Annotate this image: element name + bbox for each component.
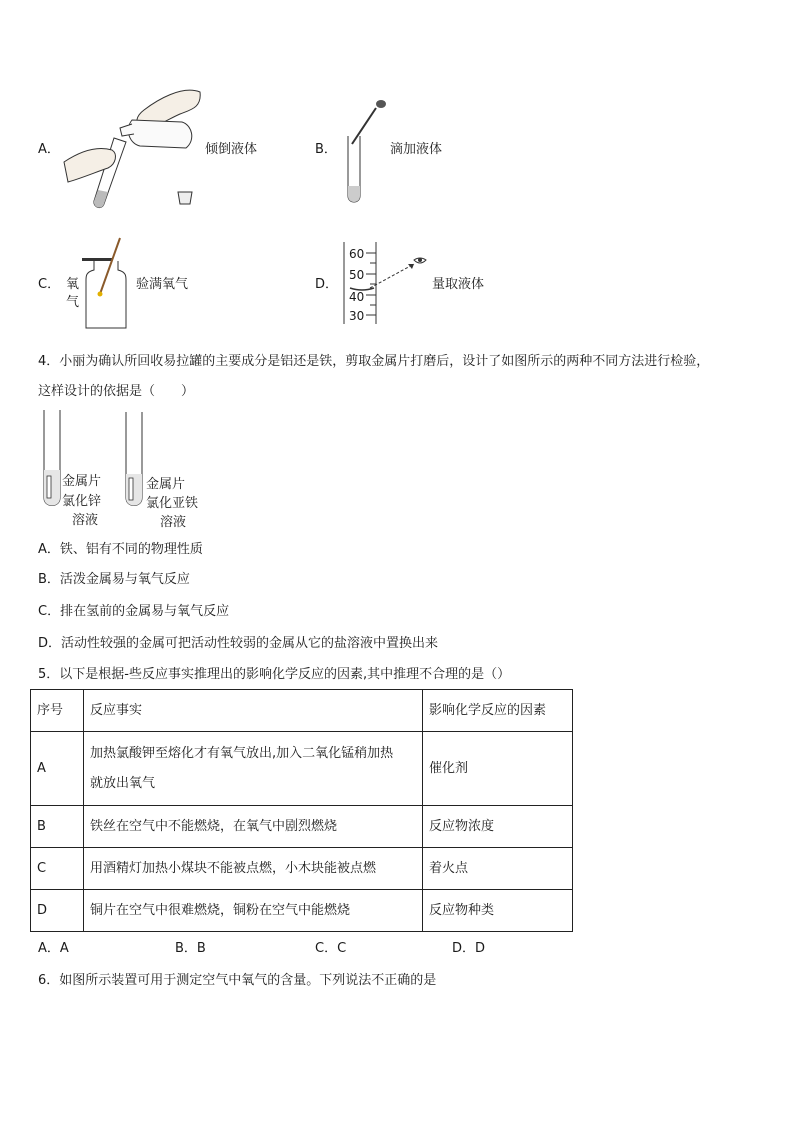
table-header: 反应事实 xyxy=(84,690,423,732)
answer-option: B．B xyxy=(175,941,206,956)
question-stem: 这样设计的依据是（ ） xyxy=(38,384,195,399)
tube-label: 氯化锌 xyxy=(62,494,102,509)
row-fact: 铁丝在空气中不能燃烧，在氧气中剧烈燃烧 xyxy=(84,806,423,848)
table-header: 影响化学反应的因素 xyxy=(423,690,573,732)
answer-option: C．排在氢前的金属易与氧气反应 xyxy=(38,604,230,619)
question-stem: 5．以下是根据-些反应事实推理出的影响化学反应的因素,其中推理不合理的是（） xyxy=(38,667,511,682)
option-letter: A． xyxy=(38,142,60,157)
table-header-row xyxy=(31,690,573,732)
tube-label: 金属片 xyxy=(146,477,186,492)
option-letter: D． xyxy=(315,277,339,292)
row-fact-line: 就放出氧气 xyxy=(90,775,156,791)
gas-collection-bottle-illustration xyxy=(82,236,132,332)
scale-tick-label: 60 xyxy=(349,247,365,261)
table-row xyxy=(31,732,573,806)
option-caption: 量取液体 xyxy=(432,277,485,292)
scale-tick-label: 50 xyxy=(349,268,365,282)
option-caption: 倾倒液体 xyxy=(205,142,258,157)
row-factor: 催化剂 xyxy=(423,732,573,806)
row-factor: 反应物浓度 xyxy=(423,806,573,848)
gas-label-char: 氧 xyxy=(66,277,80,292)
gas-label-char: 气 xyxy=(66,295,80,310)
question-stem: 6．如图所示装置可用于测定空气中氧气的含量。下列说法不正确的是 xyxy=(38,973,437,988)
row-id: D xyxy=(31,890,84,932)
tube-label: 氯化亚铁 xyxy=(146,496,199,511)
row-fact xyxy=(84,732,423,806)
option-caption: 验满氧气 xyxy=(136,277,189,292)
answer-option: B．活泼金属易与氧气反应 xyxy=(38,572,190,587)
reaction-facts-table xyxy=(30,689,573,932)
row-fact: 用酒精灯加热小煤块不能被点燃，小木块能被点燃 xyxy=(84,848,423,890)
tube-label: 溶液 xyxy=(72,513,99,528)
tube-label: 溶液 xyxy=(160,515,187,530)
scale-tick-label: 40 xyxy=(349,290,365,304)
row-fact: 铜片在空气中很难燃烧，铜粉在空气中能燃烧 xyxy=(84,890,423,932)
row-factor: 着火点 xyxy=(423,848,573,890)
dropper-test-tube-illustration xyxy=(340,98,390,206)
measuring-cylinder-illustration xyxy=(340,242,430,326)
table-row xyxy=(31,806,573,848)
option-letter: C． xyxy=(38,277,61,292)
option-caption: 滴加液体 xyxy=(390,142,443,157)
row-id: B xyxy=(31,806,84,848)
row-id: C xyxy=(31,848,84,890)
question-stem: 4．小丽为确认所回收易拉罐的主要成分是铝还是铁，剪取金属片打磨后，设计了如图所示的两种不同方法进行检验， xyxy=(38,354,710,369)
answer-option: D．D xyxy=(452,941,486,956)
table-header: 序号 xyxy=(31,690,84,732)
option-letter: B． xyxy=(315,142,337,157)
pouring-liquid-illustration xyxy=(62,80,212,215)
answer-option: A．A xyxy=(38,941,69,956)
table-row xyxy=(31,890,573,932)
answer-option: D．活动性较强的金属可把活动性较弱的金属从它的盐溶液中置换出来 xyxy=(38,636,439,651)
table-row xyxy=(31,848,573,890)
answer-option: A．铁、铝有不同的物理性质 xyxy=(38,542,203,557)
row-factor: 反应物种类 xyxy=(423,890,573,932)
tube-label: 金属片 xyxy=(62,474,102,489)
row-fact-line: 加热氯酸钾至熔化才有氧气放出,加入二氧化锰稍加热 xyxy=(90,745,394,761)
scale-tick-label: 30 xyxy=(349,309,365,323)
row-id: A xyxy=(31,732,84,806)
answer-option: C．C xyxy=(315,941,347,956)
